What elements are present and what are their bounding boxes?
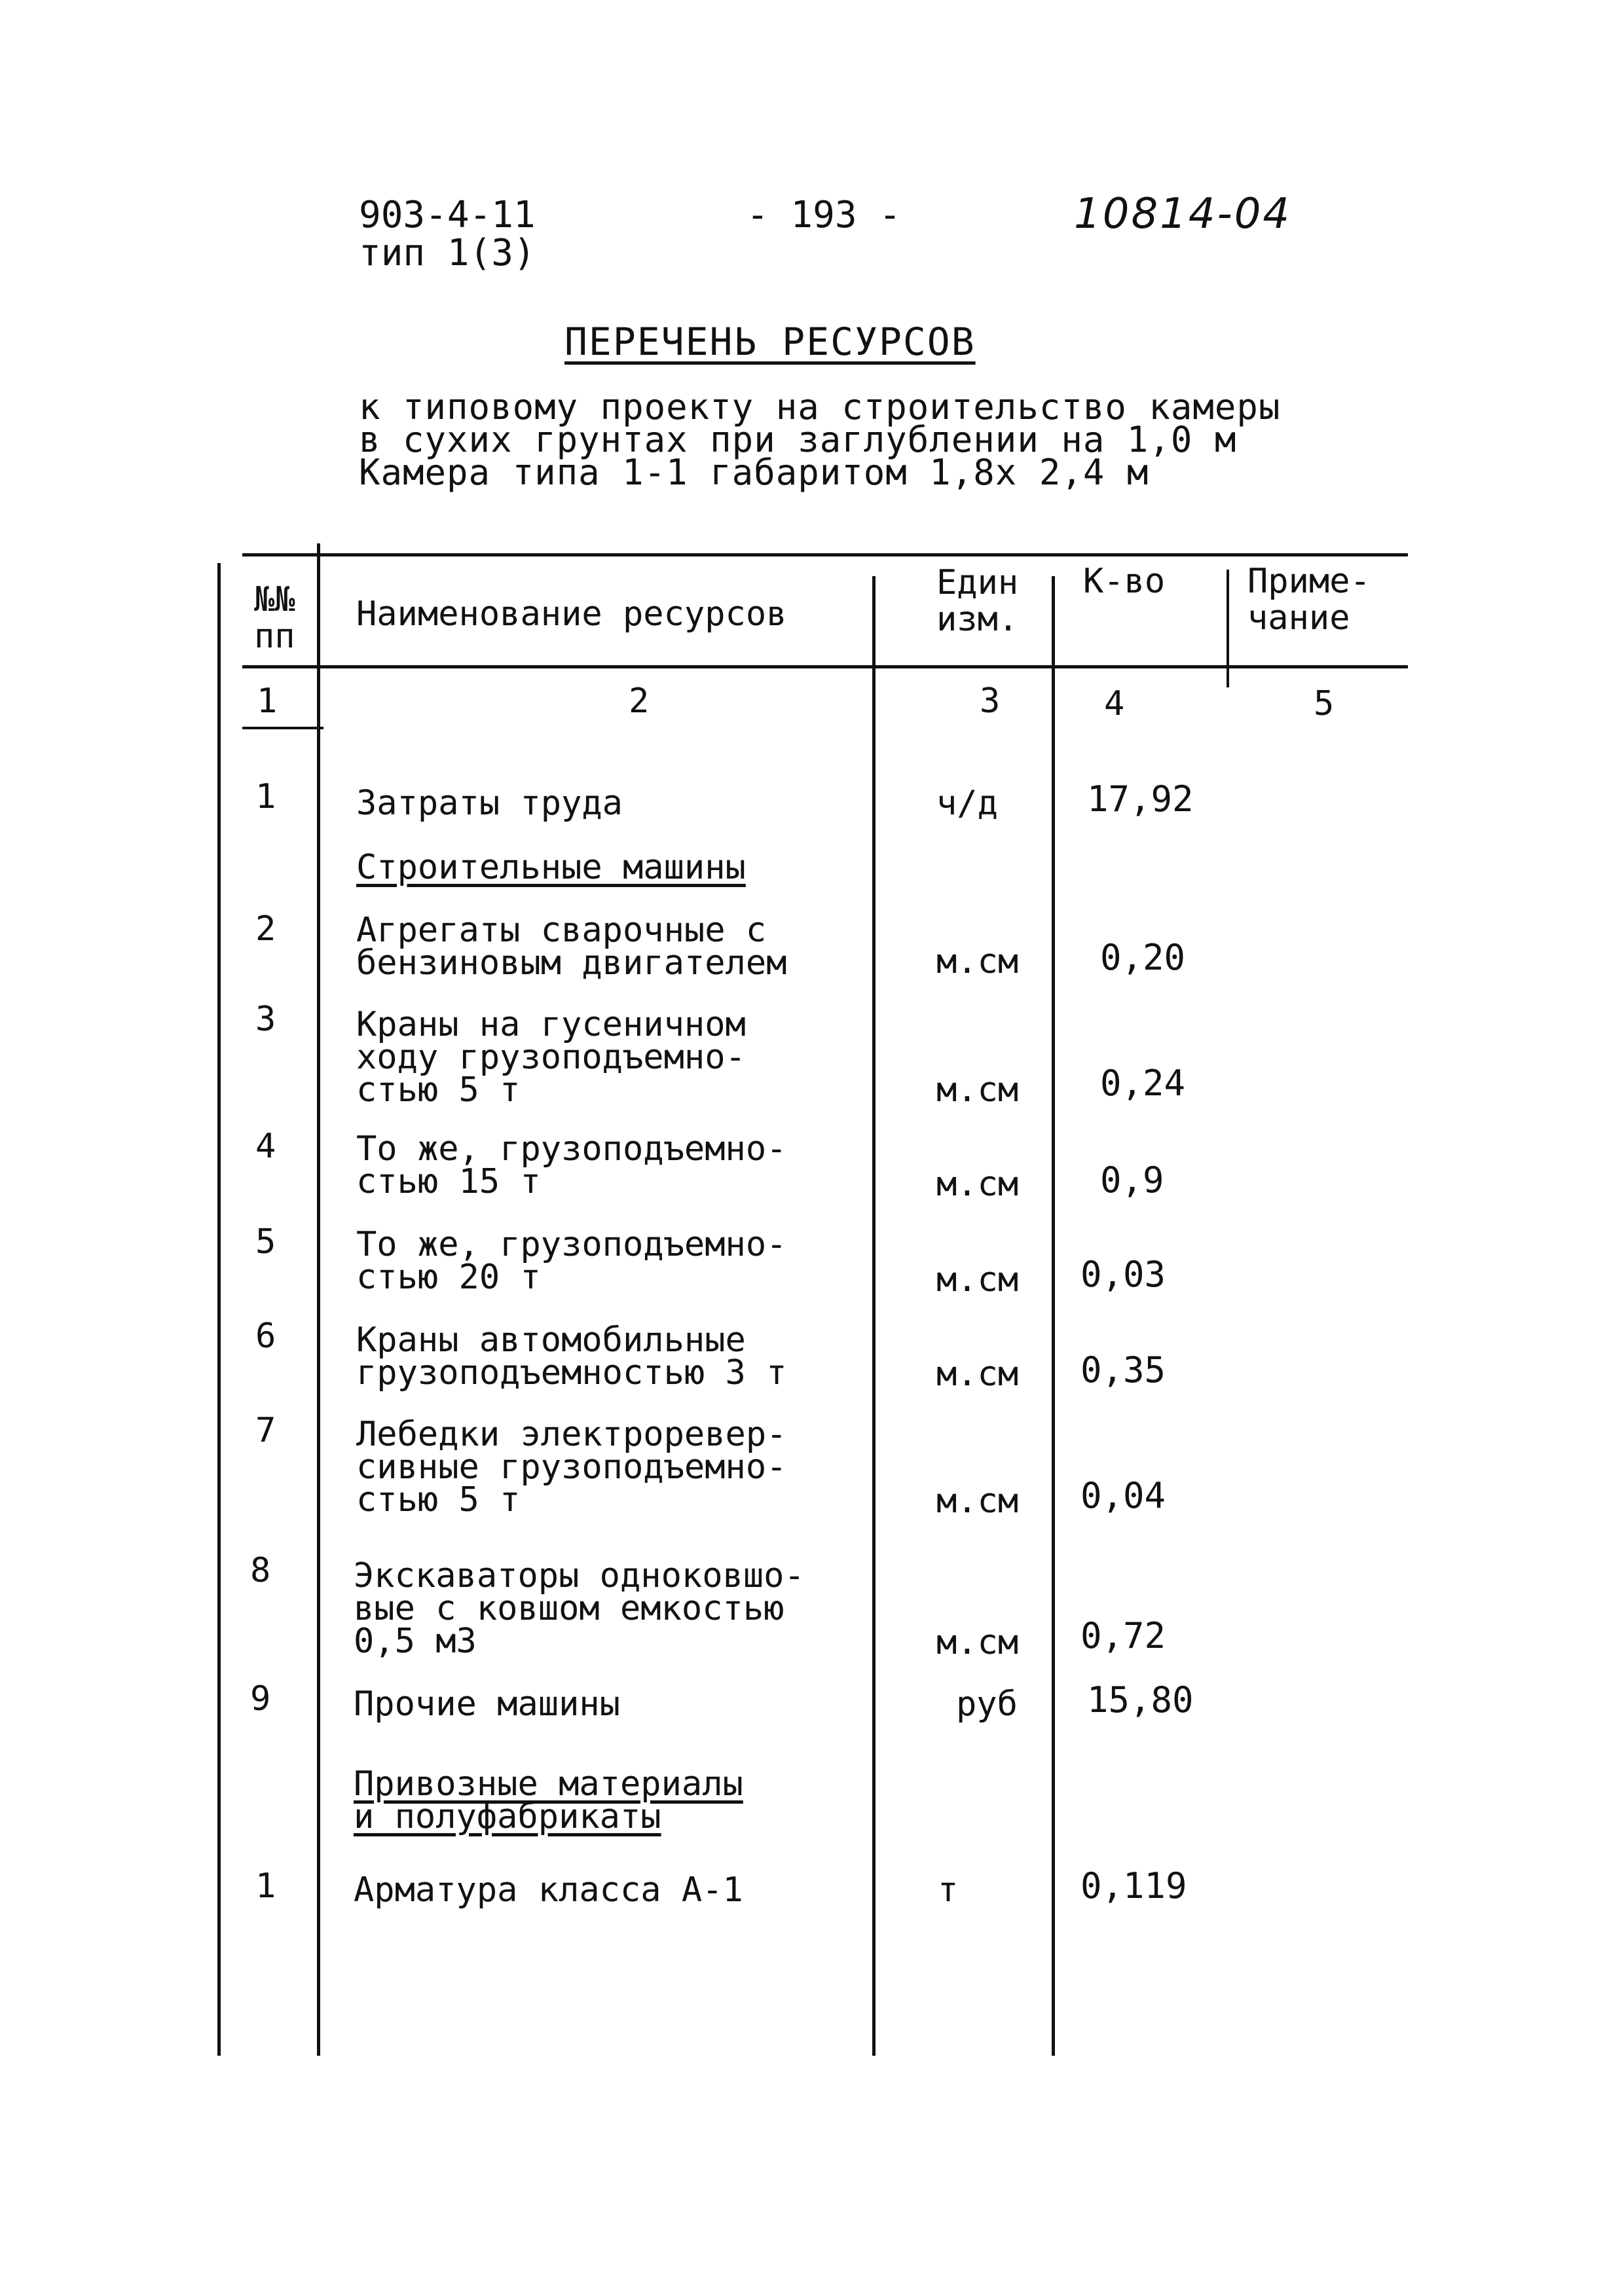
resource-quantity: 0,72 [1080,1615,1166,1656]
document-type: тип 1(3) [359,232,536,274]
row-number: 1 [255,1867,276,1906]
resource-quantity: 0,119 [1080,1865,1187,1906]
section-heading: Строительные машины [356,848,746,887]
column-divider-1 [317,543,320,2056]
resource-unit: руб [956,1685,1018,1724]
column-header-quantity: К-во [1083,562,1166,601]
inventory-number: 10814-04 [1074,190,1292,238]
row-number: 3 [255,1000,276,1039]
column-header-unit: Един изм. [936,563,1019,639]
resource-quantity: 0,03 [1080,1254,1166,1295]
resource-name: Краны на гусеничном ходу грузоподъемно- стью 5 т [356,1005,746,1110]
resource-quantity: 0,04 [1080,1475,1166,1516]
title-line-1: к типовому проекту на строительство камеры [359,386,1281,428]
resource-name: То же, грузоподъемно- стью 20 т [356,1225,787,1297]
resource-quantity: 0,20 [1100,937,1186,978]
column-number-1: 1 [257,682,278,721]
resource-quantity: 0,24 [1100,1063,1186,1104]
column-number-2: 2 [629,682,650,721]
column-header-name: Наименование ресурсов [356,594,787,634]
column-header-number-label: №№ пп [254,580,295,656]
resource-unit: м.см [936,942,1019,981]
column-header-number [254,581,295,655]
page-number: - 193 - [747,194,902,236]
row-number: 1 [255,777,276,816]
resource-name: То же, грузоподъемно- стью 15 т [356,1129,787,1201]
row-number: 6 [255,1317,276,1356]
resource-unit: м.см [936,1260,1019,1300]
resource-name: Краны автомобильные грузоподъемностью 3 т [356,1321,787,1393]
title-line-3: Камера типа 1-1 габаритом 1,8х 2,4 м [359,452,1149,493]
resource-quantity: 17,92 [1087,778,1194,820]
document-code-number: 903-4-11 [359,194,536,236]
table-colnum-rule [242,727,323,729]
row-number: 9 [250,1679,271,1719]
resource-name: Арматура класса А-1 [354,1870,743,1910]
resource-name: Прочие машины [354,1685,620,1724]
table-header-rule [242,665,1408,668]
resource-unit: м.см [936,1355,1019,1394]
column-number-4: 4 [1104,684,1125,723]
resource-unit: ч/д [936,784,998,823]
row-number: 2 [255,909,276,949]
resource-name: Агрегаты сварочные с бензиновым двигателем [356,911,787,983]
row-number: 4 [255,1127,276,1166]
column-number-5: 5 [1314,684,1335,723]
section-heading-text: Привозные материалы и полуфабрикаты [354,1764,743,1836]
table-top-rule [242,553,1408,556]
row-number: 5 [255,1222,276,1262]
column-divider-2 [872,576,876,2056]
column-number-3: 3 [980,682,1001,721]
resource-name: Лебедки электроревер- сивные грузоподъемно- стью 5 т [356,1415,787,1520]
section-heading [354,1764,743,1836]
document-code [359,196,536,272]
resource-quantity: 15,80 [1087,1679,1194,1721]
resource-unit: м.см [936,1070,1019,1110]
resource-unit: м.см [936,1165,1019,1204]
document-title: ПЕРЕЧЕНЬ РЕСУРСОВ [564,319,976,364]
title-line-2: в сухих грунтах при заглублении на 1,0 м [359,419,1237,460]
column-divider-4 [1227,570,1229,687]
row-number: 7 [255,1411,276,1450]
column-header-note: Приме- чание [1247,562,1371,638]
resource-unit: м.см [936,1482,1019,1521]
table-left-border [217,563,221,2056]
resource-unit: м.см [936,1623,1019,1662]
resource-unit: т [938,1870,959,1910]
row-number: 8 [250,1551,271,1590]
resource-quantity: 0,9 [1100,1159,1164,1201]
resource-name: Затраты труда [356,784,623,823]
resource-name: Экскаваторы одноковшо- вые с ковшом емкостью 0,5 м3 [354,1556,805,1661]
column-divider-3 [1052,576,1055,2056]
resource-quantity: 0,35 [1080,1349,1166,1391]
